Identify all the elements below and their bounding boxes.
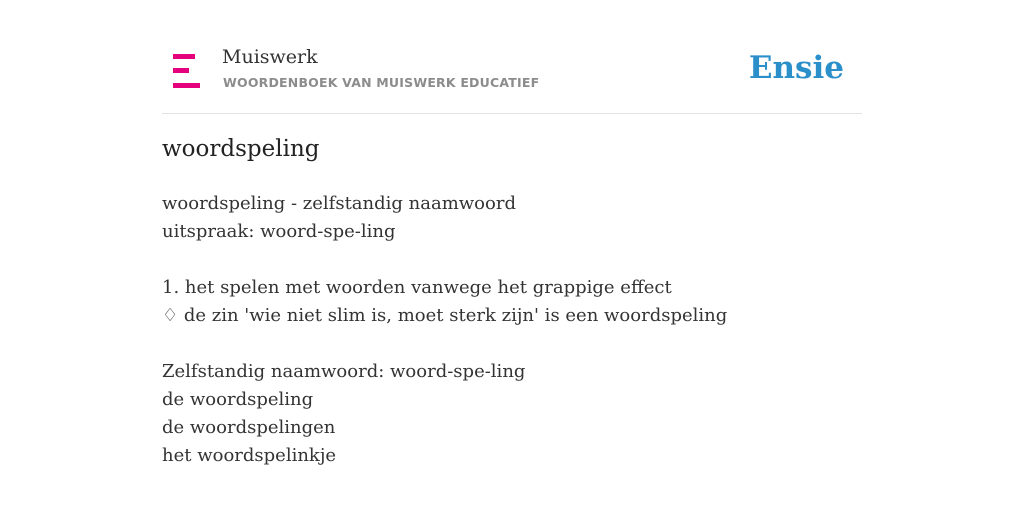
site-header — [162, 40, 862, 114]
form-singular: de woordspeling — [162, 389, 314, 410]
forms-heading: Zelfstandig naamwoord: woord-spe-ling — [162, 361, 526, 382]
spacer — [162, 330, 862, 358]
dictionary-subtitle: WOORDENBOEK VAN MUISWERK EDUCATIEF — [223, 75, 540, 90]
entry-body — [162, 190, 862, 470]
logo-bar-middle — [173, 68, 189, 73]
form-diminutive: het woordspelinkje — [162, 445, 337, 466]
logo-bar-bottom — [173, 83, 200, 88]
logo-bar-top — [173, 54, 195, 59]
spacer — [162, 246, 862, 274]
form-plural: de woordspelingen — [162, 417, 336, 438]
example-line: ♢ de zin 'wie niet slim is, moet sterk zijn' is een woordspeling — [162, 305, 728, 326]
pronunciation-line: uitspraak: woord-spe-ling — [162, 221, 396, 242]
entry-title: woordspeling — [162, 136, 320, 162]
definition-line: woordspeling - zelfstandig naamwoord — [162, 193, 516, 214]
meaning-line: 1. het spelen met woorden vanwege het grappige effect — [162, 277, 672, 298]
publisher-name[interactable]: Muiswerk — [222, 46, 318, 68]
muiswerk-logo-icon[interactable] — [173, 54, 200, 88]
ensie-logo[interactable]: Ensie — [748, 50, 844, 86]
